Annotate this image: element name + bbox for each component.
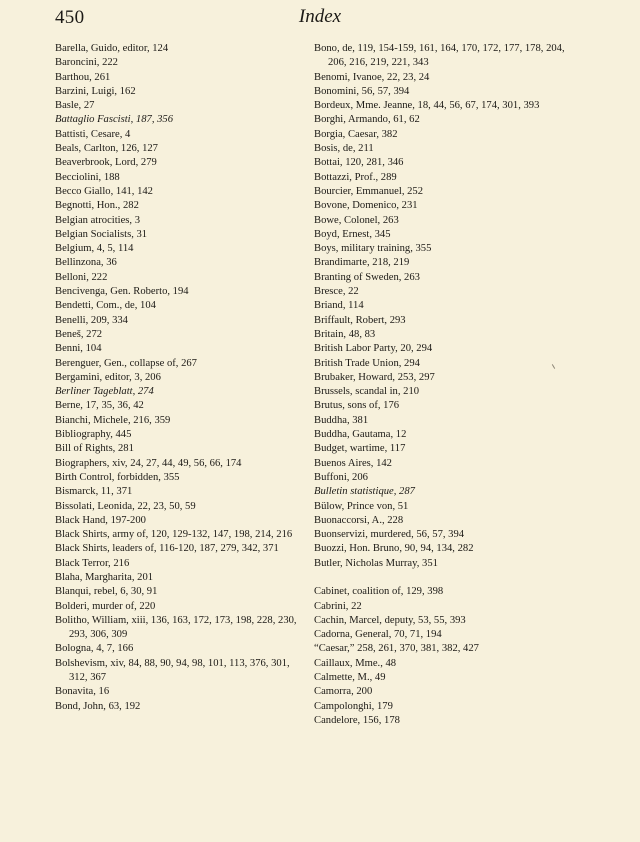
index-entry: Camorra, 200 [314, 686, 373, 698]
index-entry: Bencivenga, Gen. Roberto, 194 [55, 286, 189, 298]
index-entry: Bulletin statistique, 287 [314, 486, 415, 498]
index-entry: Berliner Tageblatt, 274 [55, 386, 154, 398]
index-entry: Candelore, 156, 178 [314, 714, 400, 726]
index-entry: Branting of Sweden, 263 [314, 271, 420, 283]
index-entry: Benni, 104 [55, 343, 102, 355]
index-entry: Brandimarte, 218, 219 [314, 257, 410, 269]
index-entry: Buonservizi, murdered, 56, 57, 394 [314, 529, 465, 541]
page-title: Index [298, 6, 342, 27]
index-entry: Birth Control, forbidden, 355 [55, 471, 180, 483]
index-entry: Blanqui, rebel, 6, 30, 91 [55, 586, 158, 598]
index-entry: British Labor Party, 20, 294 [314, 343, 433, 355]
index-entry: Bourcier, Emmanuel, 252 [314, 185, 424, 197]
index-entry: Bosis, de, 211 [314, 143, 374, 155]
index-entry: Becciolini, 188 [55, 171, 120, 183]
index-entry: Battaglio Fascisti, 187, 356 [55, 114, 174, 126]
index-entry: Bonavita, 16 [55, 686, 110, 698]
index-entry: Bismarck, 11, 371 [55, 486, 133, 498]
index-entry: Black Shirts, leaders of, 116-120, 187, 279, 342, 371 [55, 543, 279, 555]
index-entry: Black Shirts, army of, 120, 129-132, 147, 198, 214, 216 [55, 529, 293, 541]
index-entry: Butler, Nicholas Murray, 351 [314, 557, 438, 569]
index-entry: Black Hand, 197-200 [55, 514, 146, 526]
index-entry: Barthou, 261 [55, 71, 111, 83]
index-entry: Barella, Guido, editor, 124 [55, 43, 169, 54]
index-entry: Bellinzona, 36 [55, 257, 117, 269]
index-entry: Brutus, sons of, 176 [314, 400, 400, 412]
index-entry: Buenos Aires, 142 [314, 457, 392, 469]
index-entry: Campolonghi, 179 [314, 700, 393, 712]
index-entry: Bordeux, Mme. Jeanne, 18, 44, 56, 67, 174, 301, 393 [314, 100, 540, 112]
index-entry: Bergamini, editor, 3, 206 [55, 371, 161, 383]
index-entry: Blaha, Margharita, 201 [55, 571, 154, 583]
index-entry: Basle, 27 [55, 100, 95, 112]
index-entry: Budget, wartime, 117 [314, 443, 406, 455]
index-entry: Bendetti, Com., de, 104 [55, 300, 156, 312]
index-entry: Battisti, Cesare, 4 [55, 128, 131, 140]
index-entry: Biographers, xiv, 24, 27, 44, 49, 56, 66, 174 [55, 457, 242, 469]
index-entry: Buddha, 381 [314, 414, 369, 426]
index-entry: Bresce, 22 [314, 286, 359, 298]
page-number: 450 [55, 7, 85, 28]
index-entry: Boyd, Ernest, 345 [314, 228, 391, 240]
index-entry: Baroncini, 222 [55, 57, 118, 69]
index-entry: Begnotti, Hon., 282 [55, 200, 139, 212]
index-entry: Buozzi, Hon. Bruno, 90, 94, 134, 282 [314, 543, 474, 555]
index-entry: Bianchi, Michele, 216, 359 [55, 414, 171, 426]
index-entry: Belgium, 4, 5, 114 [55, 243, 134, 255]
index-entry: Benelli, 209, 334 [55, 314, 128, 326]
index-entry: Bülow, Prince von, 51 [314, 500, 409, 512]
index-entry: Bolshevism, xiv, 84, 88, 90, 94, 98, 101, 113, 376, 301, 312, 367 [55, 657, 290, 684]
index-entry: Belgian atrocities, 3 [55, 214, 141, 226]
index-entry: Berne, 17, 35, 36, 42 [55, 400, 144, 412]
index-entry: Brubaker, Howard, 253, 297 [314, 371, 435, 383]
index-entry: Becco Giallo, 141, 142 [55, 185, 153, 197]
index-entry: Black Terror, 216 [55, 557, 130, 569]
index-entry: Beals, Carlton, 126, 127 [55, 143, 158, 155]
index-entry: Buddha, Gautama, 12 [314, 429, 407, 441]
index-entry: Bowe, Colonel, 263 [314, 214, 399, 226]
index-entry: Bono, de, 119, 154-159, 161, 164, 170, 172, 177, 178, 204, 206, 216, 219, 221, 343 [314, 43, 565, 69]
index-entry: Bottai, 120, 281, 346 [314, 157, 404, 169]
index-entry: Bill of Rights, 281 [55, 443, 134, 455]
index-entry: Beneš, 272 [55, 328, 103, 340]
index-entry: Boys, military training, 355 [314, 243, 432, 255]
index-entry: Briffault, Robert, 293 [314, 314, 406, 326]
index-entry: Barzini, Luigi, 162 [55, 85, 136, 97]
index-entry: Brussels, scandal in, 210 [314, 386, 420, 398]
index-entry: Cabrini, 22 [314, 600, 362, 612]
index-entry: Bond, John, 63, 192 [55, 700, 141, 712]
index-entry: Caillaux, Mme., 48 [314, 657, 397, 669]
index-entry: Calmette, M., 49 [314, 672, 386, 684]
index-entry: “Caesar,” 258, 261, 370, 381, 382, 427 [314, 643, 479, 655]
index-entry: Bolderi, murder of, 220 [55, 600, 156, 612]
index-entry: Bottazzi, Prof., 289 [314, 171, 397, 183]
index-entry: British Trade Union, 294 [314, 357, 420, 369]
index-entry: Buonaccorsi, A., 228 [314, 514, 404, 526]
index-entry: Cabinet, coalition of, 129, 398 [314, 586, 444, 598]
index-column-left [55, 42, 305, 714]
index-entry: Belgian Socialists, 31 [55, 228, 148, 240]
index-entry: Bologna, 4, 7, 166 [55, 643, 134, 655]
index-entry: Belloni, 222 [55, 271, 108, 283]
index-entry: Buffoni, 206 [314, 471, 368, 483]
index-entry: Bonomini, 56, 57, 394 [314, 85, 410, 97]
index-entry: Benomi, Ivanoe, 22, 23, 24 [314, 71, 430, 83]
index-column-right [314, 42, 576, 728]
index-entry: Cachin, Marcel, deputy, 53, 55, 393 [314, 614, 466, 626]
index-entry: Borgia, Caesar, 382 [314, 128, 398, 140]
index-entry: Berenguer, Gen., collapse of, 267 [55, 357, 197, 369]
index-entry: Briand, 114 [314, 300, 364, 312]
index-entry: Bovone, Domenico, 231 [314, 200, 418, 212]
index-entry: Borghi, Armando, 61, 62 [314, 114, 420, 126]
index-entry: Cadorna, General, 70, 71, 194 [314, 629, 442, 641]
index-entry: Beaverbrook, Lord, 279 [55, 157, 157, 169]
index-entry: Bissolati, Leonida, 22, 23, 50, 59 [55, 500, 196, 512]
index-entry: Britain, 48, 83 [314, 328, 376, 340]
index-entry: Bolitho, William, xiii, 136, 163, 172, 173, 198, 228, 230, 293, 306, 309 [55, 614, 297, 641]
index-entry: Bibliography, 445 [55, 429, 132, 441]
